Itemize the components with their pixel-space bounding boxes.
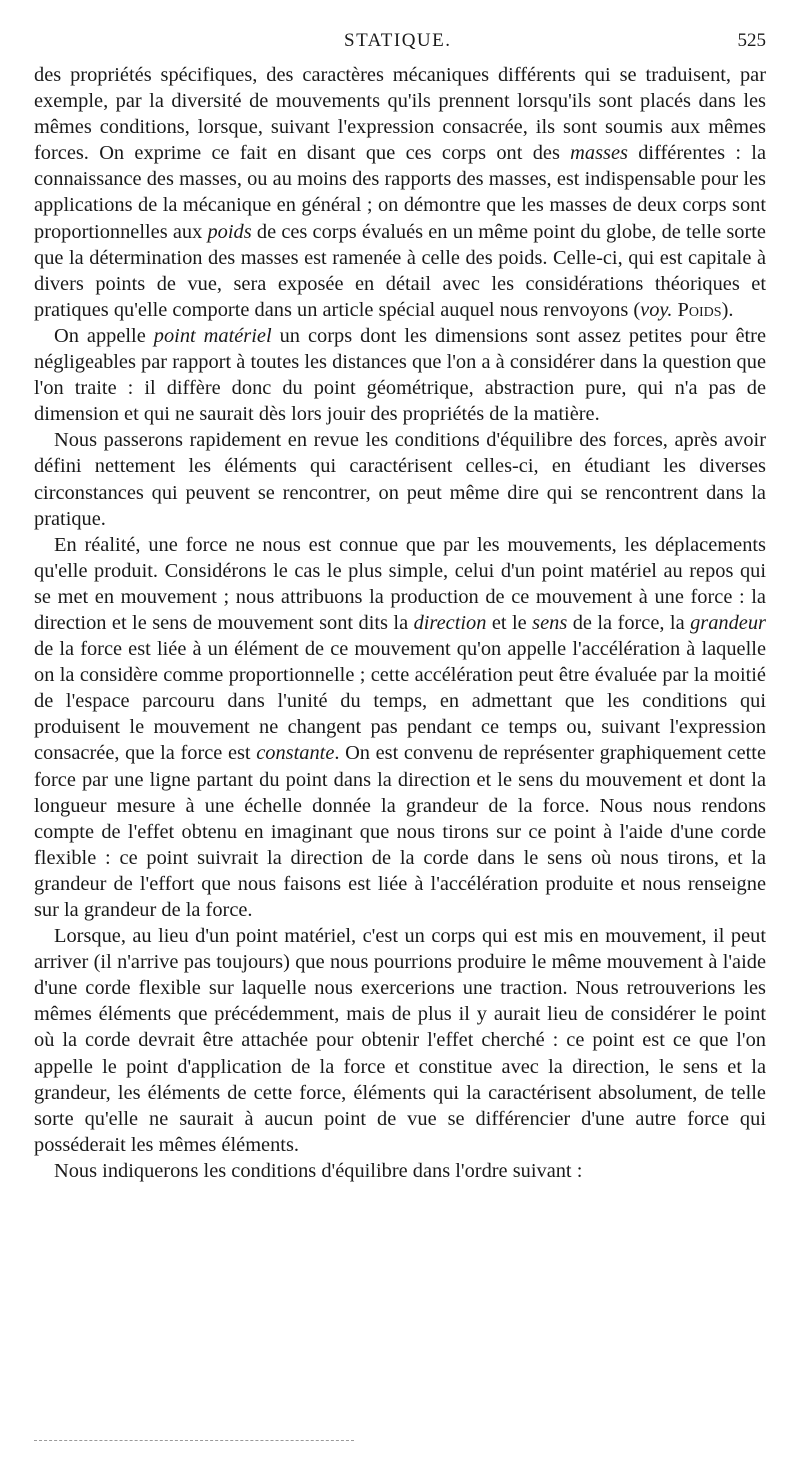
paragraph-text: Nous passerons rapidement en revue les conditions d'équilibre des forces, après avoir défini nettement les éléments qui caractérisent celles-ci, en étudiant les diverses circonstances qui peuvent se rencontrer, on peut même dire qui se rencontrent dans la pratique. [34,429,766,530]
paragraph-text: En réalité, une force ne nous est connue que par les mouvements, les déplacements qu'elle produit. Considérons le cas le plus simple, celui d'un point matériel au repos qui se met en mouvement ; nous attribuons la production de ce mouvement à une force : la direction et le sens de mouvement sont dits la [34,533,766,634]
paragraph [34,427,766,531]
paragraph-text: des propriétés spécifiques, des caractères mécaniques différents qui se traduisent, par exemple, par la diversité de mouvements qu'ils prennent lorsqu'ils sont placés dans les mêmes conditions, lorsque, suivant l'expression consacrée, ils sont soumis aux mêmes forces. On exprime ce fait en disant que ces corps ont des [34,64,766,165]
paragraph [34,1158,766,1184]
paragraph-text: différentes : la connaissance des masses, ou au moins des rapports des masses, est indispensable pour les applications de la mécanique en général ; on démontre que les masses de deux corps sont proportionnelles aux [34,142,766,243]
paragraph-text: de ces corps évalués en un même point du globe, de telle sorte que la détermination des masses est ramenée à celle des poids. Celle-ci, qui est capitale à divers points de vue, sera exposée en détail avec les considérations théoriques et pratiques qu'elle comporte dans un article spécial auquel nous renvoyons ( [34,220,766,321]
small-caps-text: Poids [677,298,722,321]
emphasis-text: poids [207,220,252,243]
emphasis-text: masses [570,142,628,165]
page-number: 525 [737,30,766,51]
paragraph [34,923,766,1158]
paragraph-text: . On est convenu de représenter graphiquement cette force par une ligne partant du point dans la direction et le sens du mouvement et dont la longueur mesure à une échelle donnée la grandeur de la force. Nous nous rendons compte de l'effet obtenu en imaginant que nous tirons sur ce point à l'aide d'une corde flexible : ce point suivrait la direction de la corde dans le sens où nous tirons, et la grandeur de l'effort que nous faisons est liée à l'accélération produite et nous renseigne sur la grandeur de la force. [34,742,766,921]
paragraph-text: de la force est liée à un élément de ce mouvement qu'on appelle l'accélération à laquelle on la considère comme proportionnelle ; cette accélération peut être évaluée par la moitié de l'espace parcouru dans l'unité du temps, en admettant que les conditions qui produisent le mouvement ne changent pas pendant ce temps ou, suivant l'expression consacrée, que la force est [34,638,766,765]
paragraph-text: Nous indiquerons les conditions d'équilibre dans l'ordre suivant : [54,1159,583,1182]
paragraph-text: Lorsque, au lieu d'un point matériel, c'est un corps qui est mis en mouvement, il peut arriver (il n'arrive pas toujours) que nous pourrions produire le même mouvement à l'aide d'une corde flexible sur laquelle nous exercerions une traction. Nous retrouverions les mêmes éléments que précédemment, mais de plus il y aurait lieu de considérer le point où la corde devrait être attachée pour obtenir l'effet cherché : ce point est ce que l'on appelle le point d'application de la force et constitue avec la direction, le sens et la grandeur, les éléments de cette force, éléments qui la caractérisent absolument, de telle sorte qu'elle ne saurait à aucun point de vue se différencier d'une autre force qui posséderait les mêmes éléments. [34,925,766,1156]
paragraph [34,323,766,427]
running-head [34,0,766,62]
footer-rule [34,1440,354,1441]
paragraph-text: et le [486,611,533,634]
paragraph [34,62,766,323]
emphasis-text: voy. [640,298,673,321]
paragraph [34,532,766,923]
emphasis-text: grandeur [690,611,766,634]
paragraph-text: On appelle [54,324,154,347]
emphasis-text: point matériel [153,324,272,347]
emphasis-text: constante [256,742,335,765]
running-title: STATIQUE. [344,30,452,51]
emphasis-text: direction [413,611,487,634]
paragraph-text: de la force, la [567,611,691,634]
paragraph-text: un corps dont les dimensions sont assez petites pour être négligeables par rapport à toutes les distances que l'on a à considérer dans la question que l'on traite : il diffère donc du point géométrique, abstraction pure, qui n'a pas de dimension et qui ne saurait dès lors jouir des propriétés de la matière. [34,324,766,426]
paragraph-text: ). [721,298,734,321]
book-page [34,0,766,1184]
emphasis-text: sens [532,611,568,634]
body-text [34,62,766,1184]
